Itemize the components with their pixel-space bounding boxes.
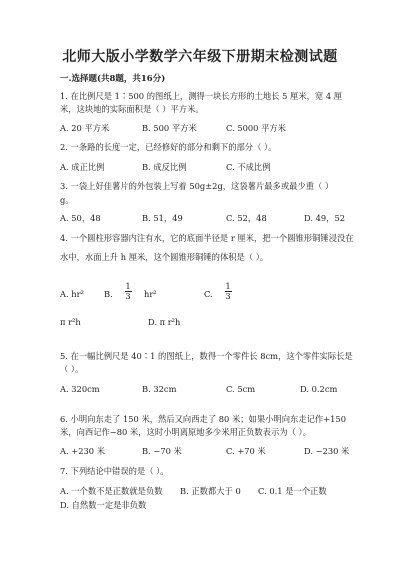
question-4-option-a: A. hr² — [60, 289, 84, 299]
question-4-line-1: 4. 一个圆柱形容器内注有水，它的底面半径是 r 厘米，把一个圆锥形铜锤浸没在 — [60, 233, 354, 243]
question-4-option-b-tail: hr² — [144, 289, 157, 299]
question-4-option-b-fraction — [124, 282, 132, 301]
section-heading: 一.选择题(共8题，共16分) — [60, 74, 166, 84]
question-5-option-a: A. 320cm — [60, 384, 100, 394]
question-4-option-c-fraction — [224, 282, 232, 301]
question-6-option-c: C. +70 米 — [226, 446, 266, 456]
question-7-line-1: 7. 下列结论中错误的是（ ）。 — [60, 466, 169, 476]
question-1-option-c: C. 5000 平方米 — [226, 123, 286, 133]
question-3-line-2: g。 — [60, 195, 74, 205]
question-1-line-2: 米，这块地的实际面积是（ ）平方米。 — [60, 104, 204, 114]
question-3-option-b: B. 51，49 — [142, 213, 183, 223]
fraction-denominator: 3 — [125, 292, 131, 301]
question-5-line-2: （ ）。 — [60, 364, 84, 374]
question-4-option-c-label: C. — [204, 289, 213, 299]
question-1-line-1: 1. 在比例尺是 1∶500 的图纸上，测得一块长方形的土地长 5 厘米，宽 4 厘 — [60, 91, 343, 101]
question-3-option-d: D. 49，52 — [304, 213, 346, 223]
question-7-option-d: D. 自然数一定是非负数 — [60, 500, 147, 510]
question-2-line-1: 2. 一条路的长度一定，已经修好的部分和剩下的部分（ ）。 — [60, 142, 277, 152]
question-3-option-c: C. 52，48 — [226, 213, 267, 223]
question-5-line-1: 5. 在一幅比例尺是 40∶1 的图纸上，数得一个零件长 8cm，这个零件实际长是 — [60, 351, 353, 361]
question-2-option-a: A. 成正比例 — [60, 162, 105, 172]
question-3-option-a: A. 50，48 — [60, 213, 101, 223]
question-7-option-a: A. 一个数不是正数就是负数 — [60, 486, 163, 496]
question-6-option-a: A. +230 米 — [60, 446, 105, 456]
fraction-numerator: 1 — [225, 282, 231, 291]
question-5-option-c: C. 5cm — [226, 384, 256, 394]
question-3-line-1: 3. 一袋上好佳薯片的外包装上写着 50g±2g，这袋薯片最多或最少重（ ） — [60, 181, 334, 191]
page-title: 北师大版小学数学六年级下册期末检测试题 — [62, 49, 338, 65]
question-5-option-b: B. 32cm — [142, 384, 177, 394]
fraction-denominator: 3 — [225, 292, 231, 301]
question-6-line-1: 6. 小明向东走了 150 米，然后又向西走了 80 米；如果小明向东走记作+150 — [60, 414, 347, 424]
question-6-option-d: D. −230 米 — [304, 446, 350, 456]
question-4-option-b-label: B. — [104, 289, 113, 299]
question-4-line-2: 水中，水面上升 h 厘米，这个圆锥形铜锤的体积是（ ）。 — [60, 252, 269, 262]
question-6-option-b: B. −70 米 — [142, 446, 182, 456]
question-5-option-d: D. 0.2cm — [300, 384, 338, 394]
fraction-numerator: 1 — [125, 282, 131, 291]
question-6-line-2: 米，向西记作−80 米，这时小明离原地多少米用正负数表示为（ ）。 — [60, 427, 311, 437]
question-7-option-b: B. 正数都大于 0 — [180, 486, 241, 496]
question-2-option-c: C. 不成比例 — [226, 162, 271, 172]
question-7-option-c: C. 0.1 是一个正数 — [258, 486, 327, 496]
question-4-option-c-tail: π r²h — [60, 317, 81, 327]
question-1-option-a: A. 20 平方米 — [60, 123, 110, 133]
question-4-option-d: D. π r²h — [148, 317, 181, 327]
question-1-option-b: B. 500 平方米 — [142, 123, 197, 133]
question-2-option-b: B. 成反比例 — [142, 162, 187, 172]
